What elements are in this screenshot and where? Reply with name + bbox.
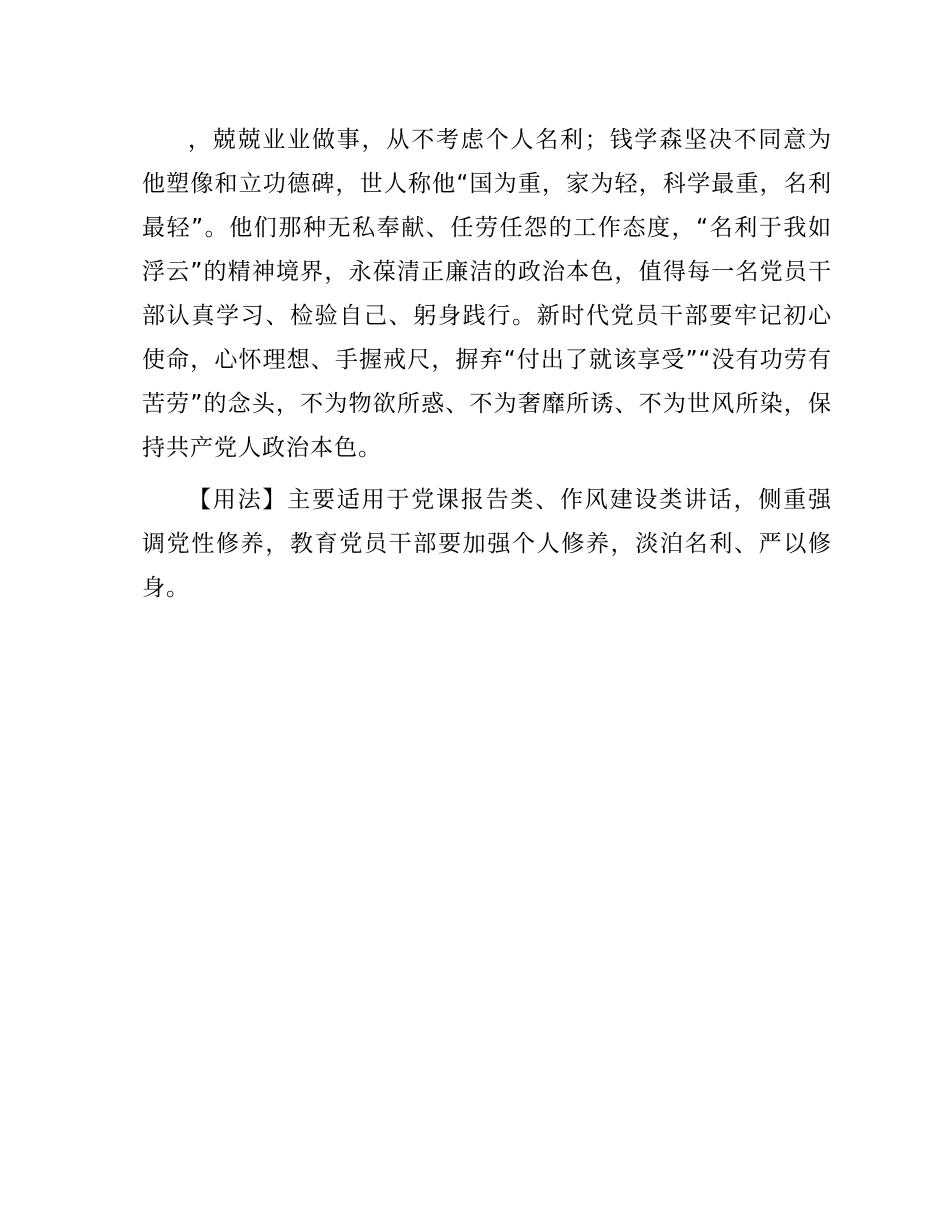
paragraph-main-text: ，兢兢业业做事，从不考虑个人名利；钱学森坚决不同意为他塑像和立功德碑，世人称他“国为重，家为轻，科学最重，名利最轻”。他们那种无私奉献、任劳任怨的工作态度，“名利于我如浮云”的精神境界，永葆清正廉洁的政治本色，值得每一名党员干部认真学习、检验自己、躬身践行。新时代党员干部要牢记初心使命，心怀理想、手握戒尺，摒弃“付出了就该享受”“没有功劳有苦劳”的念头，不为物欲所惑、不为奢靡所诱、不为世风所染，保持共产党人政治本色。 [142, 127, 832, 461]
paragraph-usage-note: 【用法】主要适用于党课报告类、作风建设类讲话，侧重强调党性修养，教育党员干部要加强个人修养，淡泊名利、严以修身。 [142, 487, 832, 601]
document-body [142, 118, 832, 618]
